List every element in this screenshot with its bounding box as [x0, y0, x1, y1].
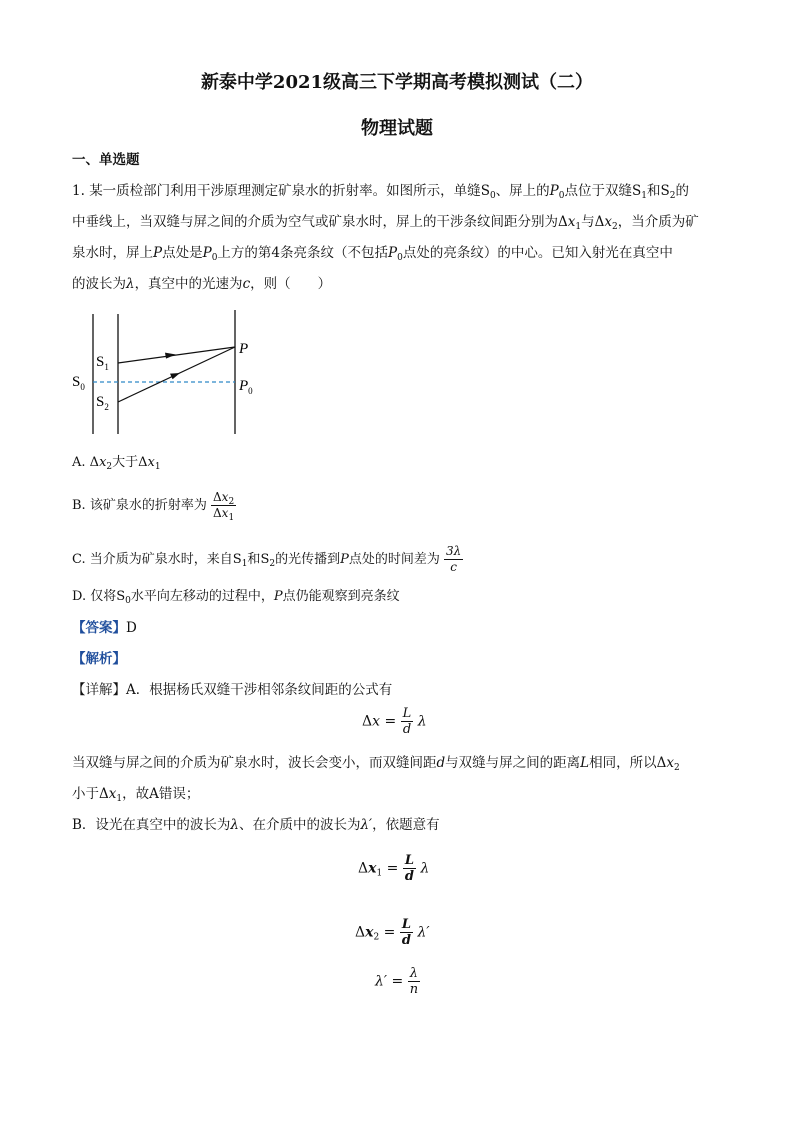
double-slit-diagram — [66, 306, 276, 441]
equation-air-spacing: $\Delta x_1$ = $\frac{L}{d}$ λ — [358, 853, 430, 884]
question-line-2: 中垂线上，当双缝与屏之间的介质为空气或矿泉水时，屏上的干涉条纹间距分别为$\Delta x_1$与$\Delta x_2$，当介质为矿 — [72, 214, 699, 232]
answer-tag: 【答案】 — [72, 620, 126, 636]
option-b: B. 该矿泉水的折射率为 $\frac{\Delta x_2}{\Delta x_1}$ — [72, 490, 235, 523]
label-p: P — [239, 341, 249, 357]
label-s0: $S_0$ — [72, 374, 85, 392]
option-b-fraction: $\frac{\Delta x_2}{\Delta x_1}$ — [212, 490, 235, 523]
page-title: 新泰中学2021级高三下学期高考模拟测试（二） — [200, 72, 594, 93]
equation-water-spacing: $\Delta x_2$ = $\frac{L}{d}$ λ′ — [355, 917, 430, 948]
question-line-1: 1. 某一质检部门利用干涉原理测定矿泉水的折射率。如图所示，单缝$S_0$、屏上的$P_0$点位于双缝$S_1$和$S_2$的 — [72, 183, 689, 201]
answer-value: D — [126, 620, 137, 636]
analysis-para-2: 小于$\Delta x_1$，故A错误； — [72, 786, 200, 804]
question-number: 1. — [72, 183, 85, 199]
analysis-para-1: 当双缝与屏之间的介质为矿泉水时，波长会变小，而双缝间距d与双缝与屏之间的距离L相同，所以$\Delta x_2$ — [72, 755, 680, 773]
answer-line — [72, 618, 137, 638]
detail-line: 【详解】A．根据杨氏双缝干涉相邻条纹间距的公式有 — [72, 682, 393, 698]
page-subtitle: 物理试题 — [361, 118, 433, 139]
equation-fringe-spacing: Δx = $\frac{L}{d}$ λ — [362, 706, 427, 737]
question-line-3: 泉水时，屏上P点处是$P_0$上方的第4条亮条纹（不包括$P_0$点处的亮条纹）的中心。已知入射光在真空中 — [72, 245, 673, 263]
ray-s2-arrow-icon — [170, 373, 180, 379]
label-p0: $P_0$ — [239, 378, 253, 396]
label-s2: $S_2$ — [96, 394, 109, 412]
analysis-tag: 【解析】 — [72, 651, 126, 667]
equation-wavelength-medium: λ′ = $\frac{\lambda}{n}$ — [375, 966, 419, 997]
analysis-para-3: B．设光在真空中的波长为λ、在介质中的波长为λ′，依题意有 — [72, 817, 440, 833]
section-heading: 一、单选题 — [72, 152, 140, 168]
label-s1: $S_1$ — [96, 354, 109, 372]
question-line-4: 的波长为λ，真空中的光速为c，则（ ） — [72, 276, 332, 292]
option-a: A. $\Delta x_2$大于$\Delta x_1$ — [72, 455, 161, 472]
option-c: C. 当介质为矿泉水时，来自$S_1$和$S_2$的光传播到P点处的时间差为 $\frac{3\lambda}{c}$ — [72, 544, 462, 574]
option-d: D. 仅将$S_0$水平向左移动的过程中，P点仍能观察到亮条纹 — [72, 589, 400, 606]
option-c-fraction: $\frac{3\lambda}{c}$ — [446, 544, 462, 574]
